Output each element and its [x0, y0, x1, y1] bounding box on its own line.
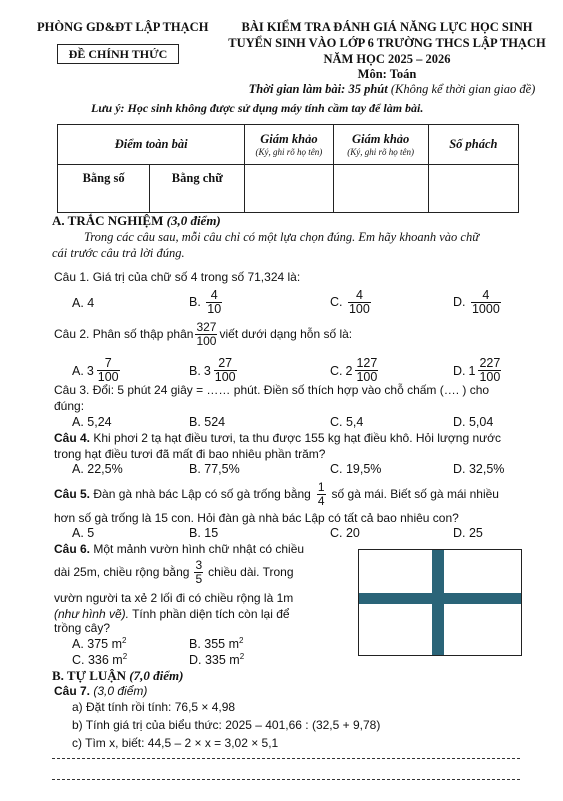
q5-numerator: 1 — [317, 480, 325, 494]
q4-line-1: Khi phơi 2 tạ hạt điều tươi, ta thu được 155 kg hạt điều khô. Hỏi lượng nước — [90, 431, 502, 445]
q6-numerator: 3 — [195, 558, 203, 572]
question-1: Câu 1. Giá trị của chữ số 4 trong số 71,324 là: — [54, 270, 301, 284]
question-6-line-2 — [54, 559, 294, 585]
q6-line-4-rest: Tính phần diện tích còn lại để — [128, 607, 290, 621]
school-year: NĂM HỌC 2025 – 2026 — [323, 52, 451, 66]
q1-option-d[interactable] — [453, 289, 503, 316]
by-words-cell[interactable]: Bằng chữ — [150, 165, 245, 213]
subject: Môn: Toán — [357, 67, 417, 81]
by-number-cell[interactable]: Bằng số — [58, 165, 150, 213]
q3-option-a[interactable]: A. 5,24 — [72, 415, 112, 429]
q5-line-1-pre: Đàn gà nhà bác Lập có số gà trống bằng — [90, 487, 311, 502]
question-4-line-2: trong hạt điều tươi đã mất đi bao nhiêu phần trăm? — [54, 447, 326, 461]
question-3: Câu 3. Đổi: 5 phút 24 giây = …… phút. Điền số thích hợp vào chỗ chấm (…. ) cho — [54, 383, 490, 397]
q2-a-label: A. — [72, 363, 84, 378]
q7-label: Câu 7. — [54, 684, 91, 698]
q2-d-denominator: 100 — [479, 370, 501, 385]
q2-b-denominator: 100 — [214, 370, 236, 385]
q4-option-d[interactable]: D. 32,5% — [453, 462, 505, 476]
examiner-1-header — [245, 125, 333, 165]
answer-line-1[interactable] — [52, 758, 520, 759]
q4-label: Câu 4. — [54, 431, 91, 445]
q3-option-c[interactable]: C. 5,4 — [330, 415, 364, 429]
horizontal-path — [359, 593, 521, 604]
examiner-1-label: Giám khảo — [260, 132, 318, 146]
q5-option-c[interactable]: C. 20 — [330, 526, 360, 540]
examiner-2-sign-cell[interactable] — [333, 165, 428, 213]
question-6-line-5: trồng cây? — [54, 621, 111, 635]
examiner-2-label: Giám khảo — [351, 132, 410, 146]
q6-c-text: C. 336 m — [72, 653, 123, 668]
q1-option-c[interactable] — [330, 289, 373, 316]
question-5-line-2: hơn số gà trống là 15 con. Hỏi đàn gà nhà bác Lập có tất cả bao nhiêu con? — [54, 511, 459, 525]
q4-option-c[interactable]: C. 19,5% — [330, 462, 382, 476]
q2-d-whole: 1 — [468, 363, 476, 378]
question-4 — [54, 431, 501, 445]
q2-a-whole: 3 — [86, 363, 94, 378]
q2-text-pre: Câu 2. Phân số thập phân — [54, 327, 194, 342]
q1-option-a[interactable]: A. 4 — [72, 296, 95, 310]
question-7 — [54, 684, 147, 698]
q2-option-b[interactable] — [189, 357, 239, 384]
q2-a-denominator: 100 — [97, 370, 119, 385]
q6-line-1: Một mảnh vườn hình chữ nhật có chiều — [90, 542, 305, 556]
q7-part-c: c) Tìm x, biết: 44,5 – 2 × x = 3,02 × 5,1 — [72, 736, 279, 750]
examiner-2-header — [333, 125, 428, 165]
q6-a-text: A. 375 m — [72, 637, 123, 652]
q5-option-b[interactable]: B. 15 — [189, 526, 219, 540]
question-5 — [54, 481, 499, 507]
grade-table — [57, 124, 519, 213]
section-a-points: (3,0 điểm) — [166, 213, 221, 228]
q7-points: (3,0 điểm) — [93, 684, 148, 698]
q2-d-label: D. — [453, 363, 466, 378]
q6-option-a[interactable] — [72, 636, 126, 651]
q6-line-2-post: chiều dài. Trong — [208, 565, 294, 580]
q6-d-sup: 2 — [239, 652, 245, 661]
section-a-title — [52, 213, 221, 229]
section-a-instruction-2: cái trước câu trả lời đúng. — [52, 246, 185, 260]
q3-option-d[interactable]: D. 5,04 — [453, 415, 494, 429]
q5-denominator: 4 — [317, 493, 325, 508]
time-note: (Không kể thời gian giao đề) — [390, 82, 536, 96]
question-6-line-4 — [54, 607, 290, 621]
section-a-label: A. TRẮC NGHIỆM — [52, 213, 164, 228]
q1-c-numerator: 4 — [348, 289, 371, 303]
q1-d-numerator: 4 — [471, 289, 501, 303]
q2-option-c[interactable] — [330, 357, 380, 384]
q2-c-numerator: 127 — [356, 356, 378, 370]
q2-a-numerator: 7 — [97, 357, 120, 371]
q6-label: Câu 6. — [54, 542, 91, 556]
time-label: Thời gian làm bài: 35 phút — [248, 82, 388, 96]
q6-b-sup: 2 — [239, 636, 244, 645]
q2-c-label: C. — [330, 363, 343, 378]
q6-line-2-pre: dài 25m, chiều rộng bằng — [54, 565, 190, 580]
garden-figure — [358, 549, 522, 656]
exam-subtitle: TUYỂN SINH VÀO LỚP 6 TRƯỜNG THCS LẬP THẠCH — [228, 36, 546, 50]
official-label: ĐỀ CHÍNH THỨC — [57, 44, 179, 64]
q2-d-numerator: 227 — [479, 356, 501, 370]
department-title: PHÒNG GD&ĐT LẬP THẠCH — [37, 20, 209, 34]
q1-option-b[interactable] — [189, 289, 224, 316]
q2-text-post: viết dưới dạng hỗn số là: — [219, 327, 353, 342]
q5-option-a[interactable]: A. 5 — [72, 526, 95, 540]
question-3-line-2: đúng: — [54, 399, 85, 413]
q7-part-a: a) Đặt tính rồi tính: 76,5 × 4,98 — [72, 700, 236, 714]
q2-c-denominator: 100 — [356, 370, 378, 385]
q5-line-1-post: số gà mái. Biết số gà mái nhiều — [331, 487, 499, 502]
q6-line-4-italic: (như hình vẽ). — [54, 607, 129, 621]
answer-line-2[interactable] — [52, 779, 520, 780]
q4-option-b[interactable]: B. 77,5% — [189, 462, 240, 476]
q1-option-b-label: B. — [189, 294, 201, 309]
examiner-1-sign-cell[interactable] — [245, 165, 333, 213]
q2-b-label: B. — [189, 363, 201, 378]
examiner-2-sub: (Ký, ghi rõ họ tên) — [347, 147, 414, 157]
exam-note: Lưu ý: Học sinh không được sử dụng máy tính cầm tay để làm bài. — [91, 101, 424, 115]
section-b-points: (7,0 điểm) — [129, 668, 184, 683]
q2-numerator: 327 — [196, 320, 217, 334]
q1-b-denominator: 10 — [207, 302, 222, 317]
q4-option-a[interactable]: A. 22,5% — [72, 462, 123, 476]
q1-b-numerator: 4 — [206, 289, 222, 303]
question-6 — [54, 542, 304, 556]
section-b-title — [52, 668, 183, 684]
q6-d-text: D. 335 m — [189, 653, 240, 668]
q1-option-d-label: D. — [453, 294, 466, 309]
q6-denominator: 5 — [195, 571, 203, 586]
question-2 — [54, 321, 352, 347]
q3-option-b[interactable]: B. 524 — [189, 415, 226, 429]
section-a-instruction: Trong các câu sau, mỗi câu chỉ có một lựa chọn đúng. Em hãy khoanh vào chữ — [84, 230, 480, 244]
q2-option-d[interactable] — [453, 357, 503, 384]
q7-part-b: b) Tính giá trị của biểu thức: 2025 – 401,66 : (32,5 + 9,78) — [72, 718, 381, 732]
q1-d-denominator: 1000 — [471, 302, 500, 317]
code-cell[interactable] — [428, 165, 518, 213]
time-info — [222, 82, 562, 97]
q2-b-whole: 3 — [203, 363, 211, 378]
exam-title: BÀI KIỂM TRA ĐÁNH GIÁ NĂNG LỰC HỌC SINH — [241, 20, 533, 34]
q2-c-whole: 2 — [345, 363, 353, 378]
score-header: Điểm toàn bài — [58, 125, 245, 165]
q2-b-numerator: 27 — [214, 357, 237, 371]
q1-c-denominator: 100 — [348, 302, 370, 317]
q6-option-c[interactable] — [72, 652, 127, 667]
q6-b-text: B. 355 m — [189, 637, 240, 652]
q6-c-sup: 2 — [122, 652, 128, 661]
section-b-label: B. TỰ LUẬN — [52, 668, 127, 683]
q5-label: Câu 5. — [54, 487, 91, 502]
examiner-1-sub: (Ký, ghi rõ họ tên) — [255, 147, 323, 157]
q5-option-d[interactable]: D. 25 — [453, 526, 483, 540]
q6-option-d[interactable] — [189, 652, 244, 667]
q2-option-a[interactable] — [72, 357, 122, 384]
q6-option-b[interactable] — [189, 636, 243, 651]
q6-a-sup: 2 — [122, 636, 127, 645]
question-6-line-3: vườn người ta xẻ 2 lối đi có chiều rộng là 1m — [54, 591, 294, 605]
q1-option-c-label: C. — [330, 294, 343, 309]
q2-denominator: 100 — [196, 333, 217, 348]
code-header: Số phách — [428, 125, 518, 165]
